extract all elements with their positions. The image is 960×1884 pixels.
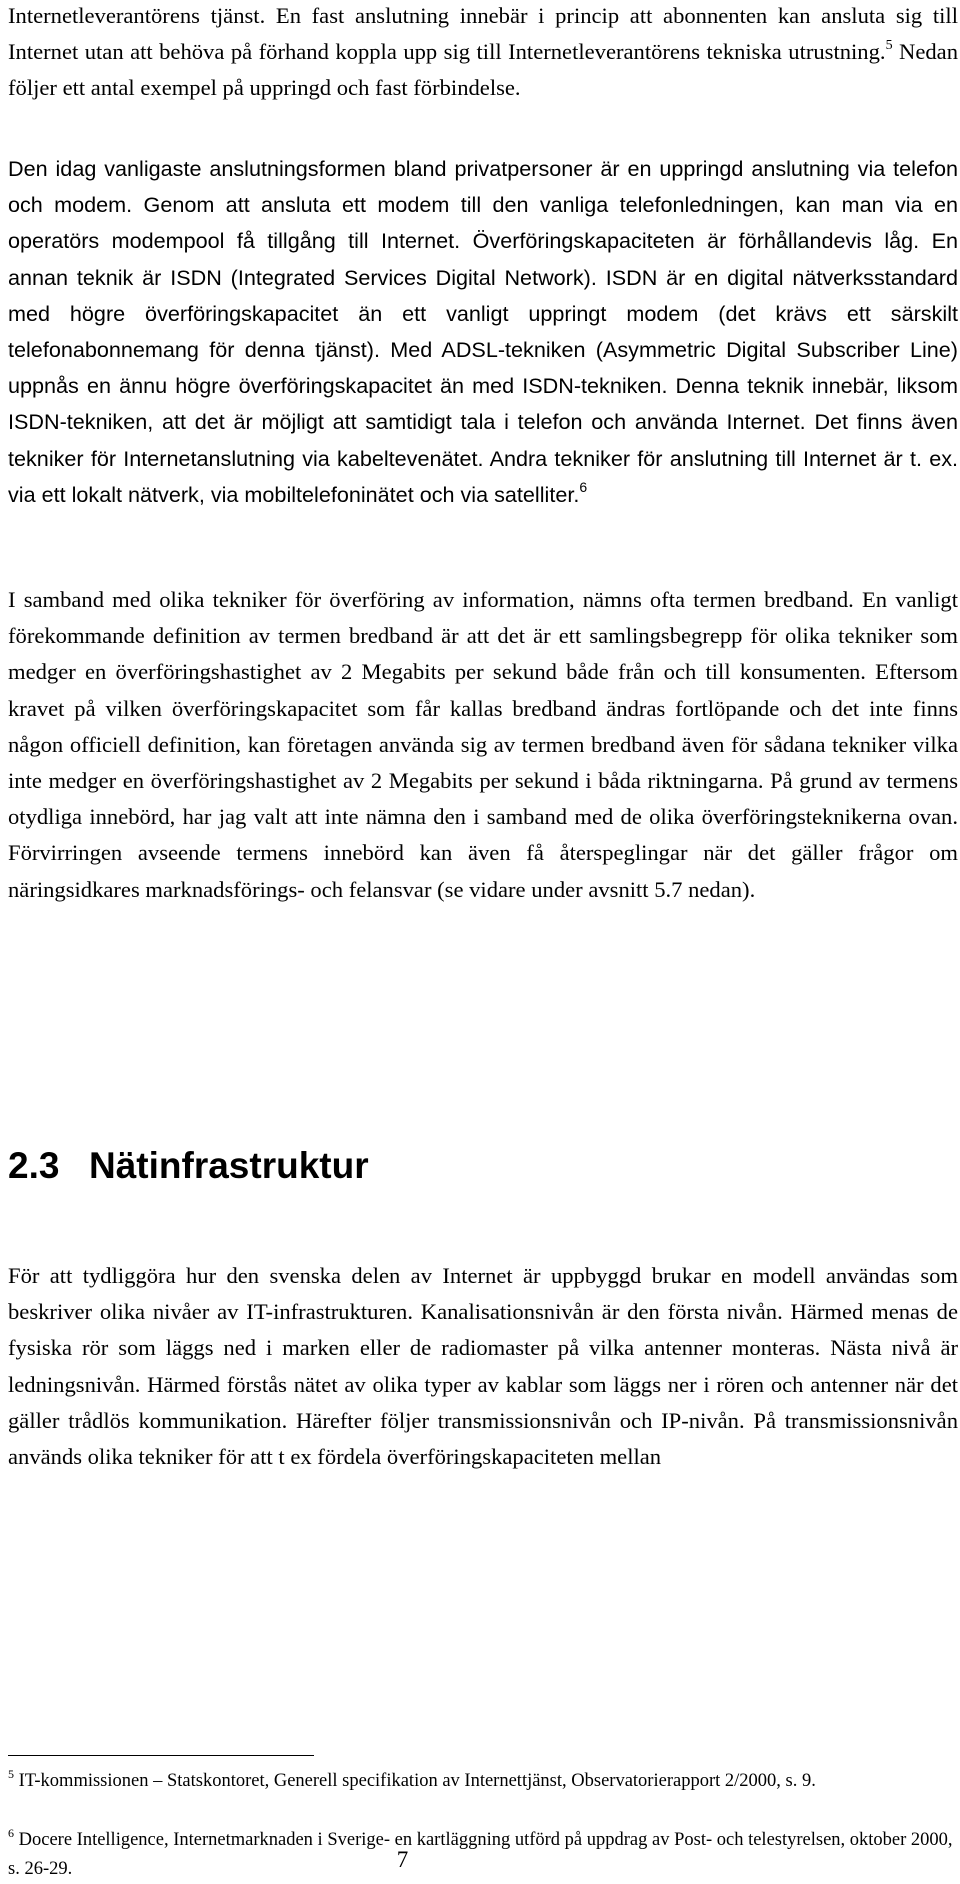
paragraph-broadband (8, 582, 958, 908)
footnote-reference[interactable]: 6 (579, 478, 588, 495)
footnote-5 (8, 1767, 958, 1796)
paragraph-text: För att tydliggöra hur den svenska delen av Internet är uppbyggd brukar en modell användas som beskriver olika nivåer av IT-infrastrukturen. Kanalisationsnivån är den första nivån. Härmed menas de fysiska rör som läggs ned i marken eller de radiomaster på vilka antenner monteras. Nästa nivå är ledningsnivån. Härmed förstås nätet av olika typer av kablar som läggs ner i rören och antenner när det gäller trådlös kommunikation. Härefter följer transmissionsnivån och IP-nivån. På transmissionsnivån används olika tekniker för att t ex fördela överföringskapaciteten mellan (8, 1263, 958, 1470)
paragraph-network-infrastructure (8, 1258, 958, 1475)
footnote-reference[interactable]: 5 (885, 37, 893, 53)
footnote-marker: 6 (8, 1825, 14, 1840)
page-number: 7 (396, 1847, 409, 1872)
paragraph-text: Internetleverantörens tjänst. En fast anslutning innebär i princip att abonnenten kan ansluta sig till Internet utan att behöva på förhand koppla upp sig till Internetleverantörens tekniska utrustning. (8, 3, 958, 65)
section-number: 2.3 (8, 1145, 60, 1186)
paragraph-text: I samband med olika tekniker för överföring av information, nämns ofta termen bredband. En vanligt förekommande definition av termen bredband är att det är ett samlingsbegrepp för olika tekniker som medger en överföringshastighet av 2 Megabits per sekund både från och till konsumenten. Eftersom kravet på vilken överföringskapacitet som får kallas bredband ändras fortlöpande och det inte finns någon officiell definition, kan företagen använda sig av termen bredband även för sådana tekniker vilka inte medger en överföringshastighet av 2 Megabits per sekund i båda riktningarna. På grund av termens otydliga innebörd, har jag valt att inte nämna den i samband med de olika överföringsteknikerna ovan. Förvirringen avseende termens innebörd kan även få återspeglingar när det gäller frågor om näringsidkares marknadsförings- och felansvar (se vidare under avsnitt 5.7 nedan). (8, 587, 958, 902)
paragraph-text: Den idag vanligaste anslutningsformen bland privatpersoner är en uppringd anslutning via telefon och modem. Genom att ansluta ett modem till den vanliga telefonledningen, kan man via en operatörs modempool få tillgång till Internet. Överföringskapaciteten är förhållandevis låg. En annan teknik är ISDN (Integrated Services Digital Network). ISDN är en digital nätverksstandard med högre överföringskapacitet än ett vanligt uppringt modem (det krävs ett särskilt telefonabonnemang för denna tjänst). Med ADSL-tekniken (Asymmetric Digital Subscriber Line) uppnås en ännu högre överföringskapacitet än med ISDN-tekniken. Denna teknik innebär, liksom ISDN-tekniken, att det är möjligt att samtidigt tala i telefon och använda Internet. Det finns även tekniker för Internetanslutning via kabeltevenätet. Andra tekniker för anslutning till Internet är t. ex. via ett lokalt nätverk, via mobiltelefoninätet och via satelliter. (8, 156, 958, 507)
paragraph-connection-types (8, 0, 958, 107)
section-heading (8, 1143, 369, 1189)
paragraph-text: Nedan följer ett antal exempel på uppringd och fast förbindelse. (8, 39, 958, 101)
footnote-separator (8, 1755, 314, 1756)
section-title: Nätinfrastruktur (89, 1145, 369, 1186)
paragraph-dialup-technologies (8, 151, 958, 513)
footnote-text: IT-kommissionen – Statskontoret, Generell specifikation av Internettjänst, Observatorierapport 2/2000, s. 9. (14, 1771, 816, 1791)
footnote-text: Docere Intelligence, Internetmarknaden i Sverige- en kartläggning utförd på uppdrag av Post- och telestyrelsen, oktober 2000, s. 26-29. (8, 1830, 953, 1879)
footnote-marker: 5 (8, 1766, 14, 1781)
